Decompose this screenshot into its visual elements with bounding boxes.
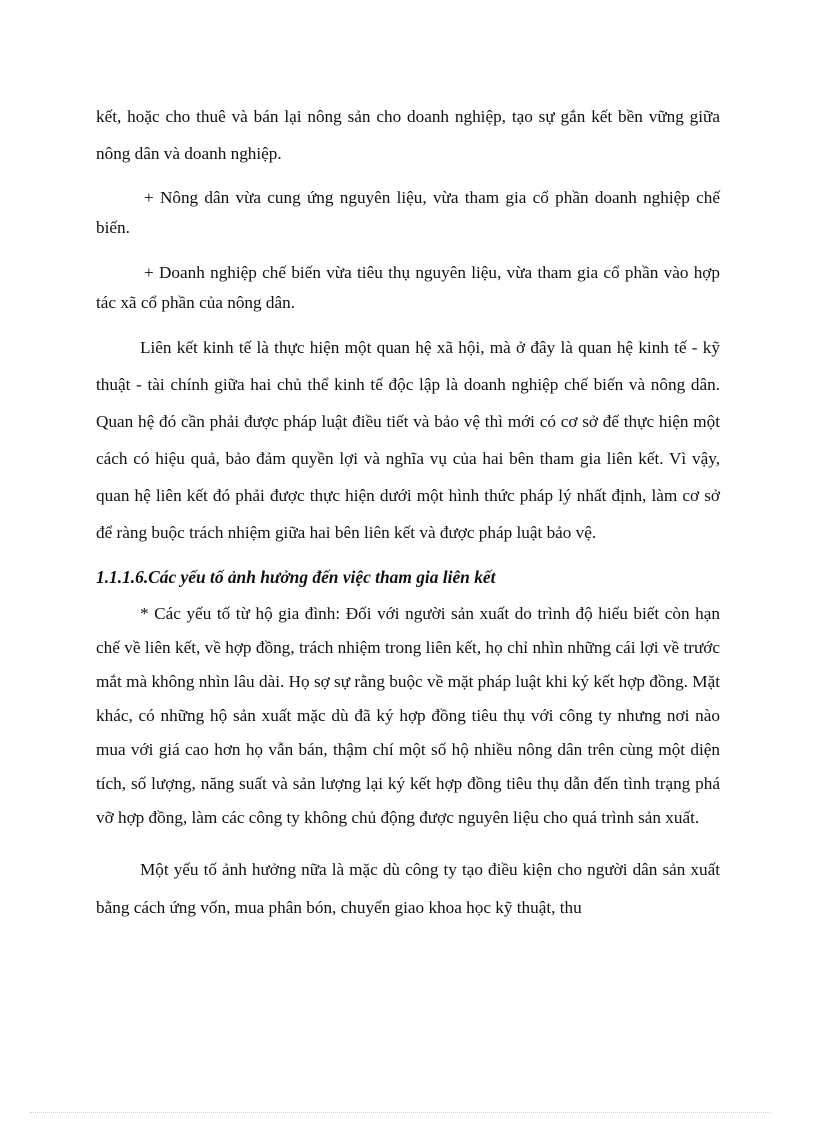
paragraph-enterprise-shares: + Doanh nghiệp chế biến vừa tiêu thụ nguyên liệu, vừa tham gia cổ phần vào hợp tác xã cổ phần của nông dân.: [96, 263, 720, 312]
paragraph-household-factors: * Các yếu tố từ hộ gia đình: Đối với người sản xuất do trình độ hiểu biết còn hạn chế về liên kết, về hợp đồng, trách nhiệm trong liên kết, họ chỉ nhìn những cái lợi về trước mắt mà không nhìn lâu dài. Họ sợ sự rằng buộc về mặt pháp luật khi ký kết hợp đồng. Mặt khác, có những hộ sản xuất mặc dù đã ký hợp đồng tiêu thụ với công ty nhưng nơi nào mua với giá cao hơn họ vẫn bán, thậm chí một số hộ nhiều nông dân trên cùng một diện tích, số lượng, năng suất và sản lượng lại ký kết hợp đồng tiêu thụ dẫn đến tình trạng phá vỡ hợp đồng, làm các công ty không chủ động được nguyên liệu cho quá trình sản xuất.: [96, 604, 720, 827]
paragraph-economic-linkage: Liên kết kinh tế là thực hiện một quan hệ xã hội, mà ở đây là quan hệ kinh tế - kỹ thuật - tài chính giữa hai chủ thể kinh tế độc lập là doanh nghiệp chế biến và nông dân. Quan hệ đó cần phải được pháp luật điều tiết và bảo vệ thì mới có cơ sở để thực hiện một cách có hiệu quả, bảo đảm quyền lợi và nghĩa vụ của hai bên tham gia liên kết. Vì vậy, quan hệ liên kết đó phải được thực hiện dưới một hình thức pháp lý nhất định, làm cơ sở để ràng buộc trách nhiệm giữa hai bên liên kết và được pháp luật bảo vệ.: [96, 338, 720, 542]
paragraph-farmer-shares: + Nông dân vừa cung ứng nguyên liệu, vừa tham gia cổ phần doanh nghiệp chế biến.: [96, 188, 720, 237]
paragraph-continuation: kết, hoặc cho thuê và bán lại nông sản cho doanh nghiệp, tạo sự gắn kết bền vững giữa nông dân và doanh nghiệp.: [96, 107, 720, 163]
section-heading: 1.1.1.6.Các yếu tố ảnh hưởng đến việc tham gia liên kết: [96, 567, 496, 587]
paragraph-company-factors: Một yếu tố ảnh hưởng nữa là mặc dù công ty tạo điều kiện cho người dân sản xuất bằng cách ứng vốn, mua phân bón, chuyển giao khoa học kỹ thuật, thu: [96, 860, 720, 917]
document-body: [96, 98, 720, 927]
footer-dotted-rule: [30, 1112, 770, 1113]
